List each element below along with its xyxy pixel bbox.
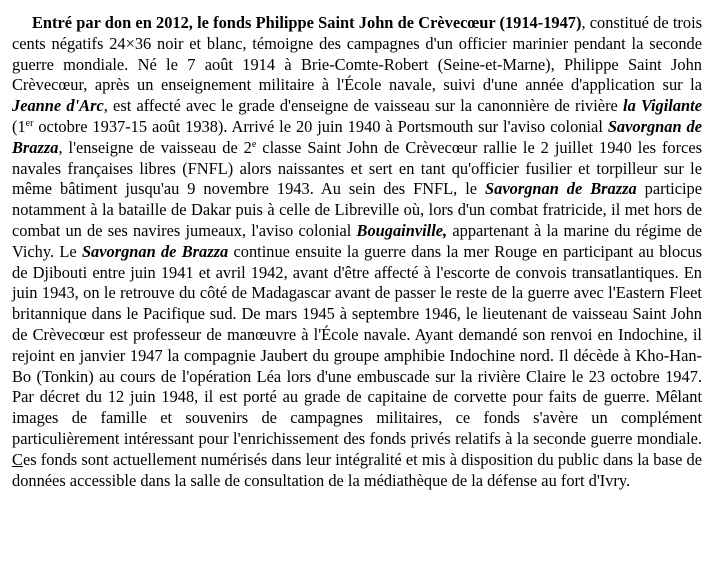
body-text: , l'enseigne de vaisseau de 2 <box>58 137 252 157</box>
ship-name-jeanne-darc: Jeanne d'Arc <box>12 96 104 116</box>
body-text: es fonds sont actuellement numérisés dans leur intégralité et mis à disposition du public dans la base de données accessible dans la salle de consultation de la médiathèque de la défense au fort d'Ivry. <box>12 449 702 490</box>
body-text: classe Saint John de Crèvecœur rallie le 2 juillet 1940 les forces navales françaises libres (FNFL) alors naissantes et sert en tant qu'officier fusilier et torpilleur sur le même bâtiment jusqu'au 9 novembre 1943. Au sein des FNFL, le <box>12 137 702 199</box>
superscript-e: e <box>251 138 257 150</box>
underlined-letter: C <box>12 449 23 469</box>
ship-name-savorgnan-de-brazza: Savorgnan de Brazza <box>81 241 229 261</box>
lead-sentence: Entré par don en 2012, le fonds Philippe Saint John de Crèvecœur (1914-1947) <box>32 13 582 32</box>
body-text: participe notamment à la bataille de Dakar puis à celle de Libreville où, lors d'un combat fratricide, il met hors de combat un de ses navires jumeaux, l'aviso colonial <box>12 179 702 240</box>
body-text: (1 <box>12 116 26 136</box>
superscript-er: er <box>25 117 34 129</box>
body-text: continue ensuite la guerre dans la mer Rouge en participant au blocus de Djibouti entre juin 1941 et avril 1942, avant d'être affecté à l'escorte de convois transatlantiques. En juin 1943, on le retrouve du côté de Madagascar avant de passer le reste de la guerre avec l'Eastern Fleet britannique dans le Pacifique sud. De mars 1945 à septembre 1946, le lieutenant de vaisseau Saint John de Crèvecœur est professeur de manœuvre à l'École navale. Ayant demandé son renvoi en Indochine, il rejoint en janvier 1947 la compagnie Jaubert du groupe amphibie Indochine nord. Il décède à Kho-Han-Bo (Tonkin) au cours de l'opération Léa lors d'une embuscade sur la rivière Claire le 23 octobre 1947. Par décret du 12 juin 1948, il est porté au grade de capitaine de corvette pour faits de guerre. Mêlant images de famille et souvenirs de campagnes militaires, ce fonds s'avère un complément particulièrement intéressant pour l'enrichissement des fonds privés relatifs à la seconde guerre mondiale. <box>12 241 702 448</box>
body-text: appartenant à la marine du régime de Vichy. Le <box>12 220 702 261</box>
ship-name-bougainville: Bougainville, <box>356 220 448 240</box>
ship-name-vigilante: la Vigilante <box>623 96 703 116</box>
body-paragraph <box>12 13 702 491</box>
ship-name-savorgnan-de-brazza: Savorgnan de Brazza <box>485 179 637 199</box>
body-text: octobre 1937-15 août 1938). Arrivé le 20 juin 1940 à Portsmouth sur l'aviso colonial <box>33 116 608 136</box>
body-text: , constitué de trois cents négatifs 24×36 noir et blanc, témoigne des campagnes d'un officier marinier pendant la seconde guerre mondiale. Né le 7 août 1914 à Brie-Comte-Robert (Seine-et-Marne), Philippe Saint John Crèvecœur, après un enseignement militaire à l'École navale, suivi d'une année d'application sur la <box>12 13 702 95</box>
ship-name-savorgnan-de-brazza: Savorgnan de Brazza <box>12 116 702 157</box>
body-text: , est affecté avec le grade d'enseigne de vaisseau sur la canonnière de rivière <box>103 96 624 116</box>
